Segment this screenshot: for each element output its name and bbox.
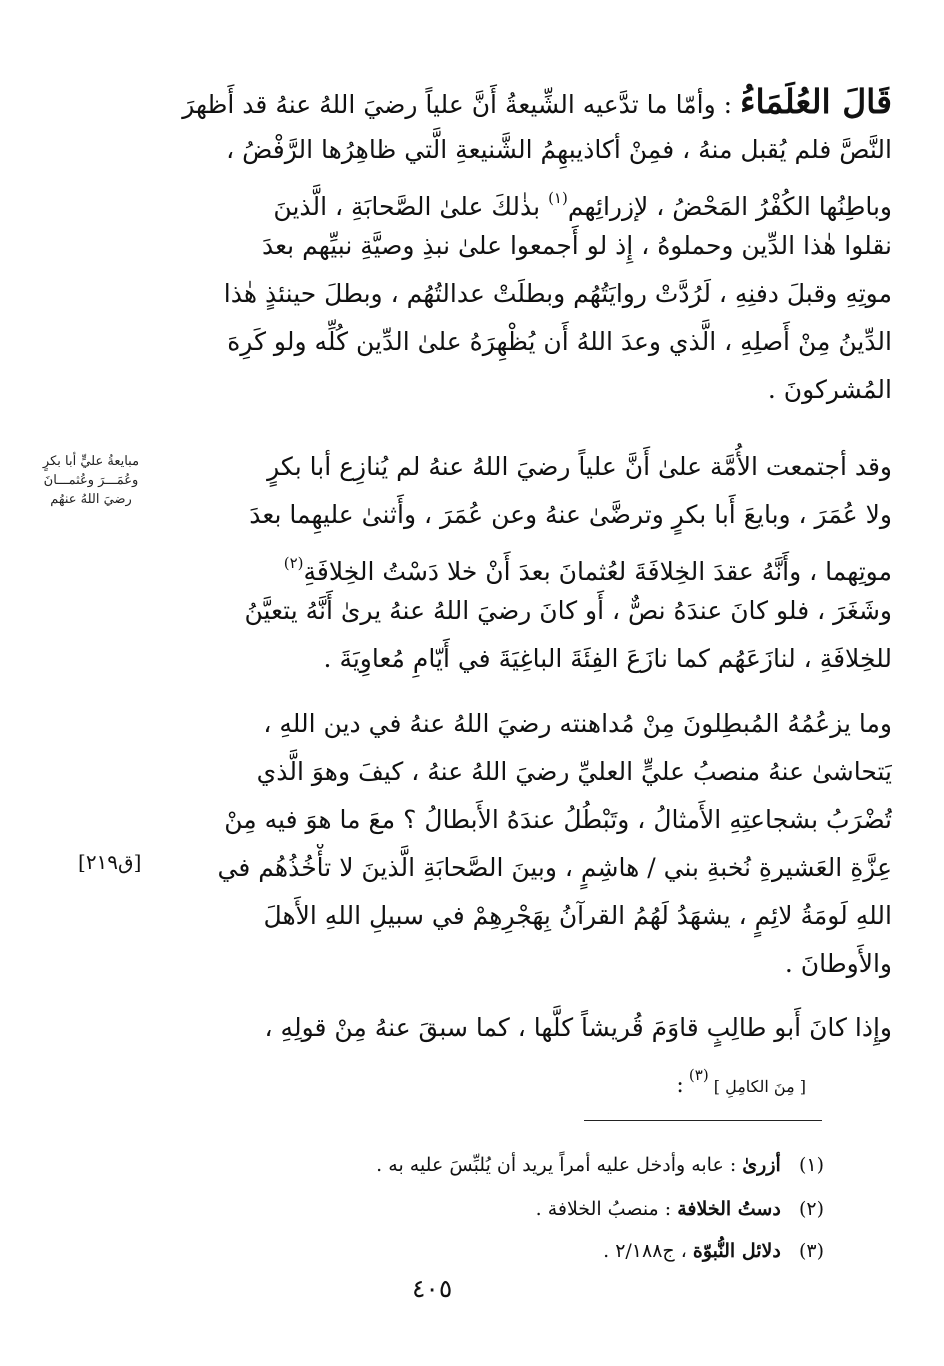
paragraph-3 bbox=[168, 700, 892, 988]
footnote-term: أزرىٰ bbox=[742, 1154, 781, 1176]
text-line: المُشركونَ . bbox=[767, 375, 892, 404]
text-line: للخِلافَةِ ، لنازَعَهُم كما نازَعَ الفِئَةَ الباغِيَةَ في أَيّامِ مُعاوِيَةَ . bbox=[323, 644, 892, 673]
footnote-mark: (٢) bbox=[283, 554, 304, 572]
footnote-term: دستُ الخلافة bbox=[677, 1198, 781, 1220]
section-heading: قَالَ العُلَمَاءُ bbox=[739, 82, 892, 121]
text-line: وشَغَرَ ، فلو كانَ عندَهُ نصٌّ ، أَو كانَ رضيَ اللهُ عنهُ يرىٰ أَنَّهُ يتعيَّنُ bbox=[244, 596, 892, 625]
footnote-mark: (١) bbox=[548, 189, 568, 207]
text-line: نقلوا هٰذا الدِّين وحملوهُ ، إِذ لو أَجمعوا علىٰ نبذِ وصيَّةِ نبيِّهم بعدَ bbox=[261, 231, 892, 260]
text-line: وما يزعُمُهُ المُبطِلونَ مِنْ مُداهنته رضيَ اللهُ عنهُ في دين اللهِ ، bbox=[263, 709, 892, 738]
footnote-3: (٣) دلائل النُّبوّة ، ج٢/١٨٨ . bbox=[603, 1240, 824, 1262]
footnote-2: (٢) دستُ الخلافة : منصبُ الخلافة . bbox=[535, 1198, 824, 1220]
page-number: ٤٠٥ bbox=[412, 1274, 453, 1303]
text-line: عِزَّةِ العَشيرةِ نُخبةِ بني / هاشِمٍ ، وبينَ الصَّحابَةِ الَّذينَ لا تأْخُذُهُم في bbox=[217, 853, 892, 882]
text-line: قَالَ العُلَمَاءُ : وأمّا ما تدَّعيه الشِّيعةُ أَنَّ علياً رضيَ اللهُ عنهُ قد أَظهرَ bbox=[182, 82, 892, 121]
paragraph-1 bbox=[168, 78, 892, 414]
text-line: اللهِ لَومَةُ لائِمٍ ، يشهَدُ لَهُمُ القرآنُ بِهَجْرِهِمْ في سبيلِ اللهِ الأَهلَ bbox=[263, 901, 892, 930]
text-line: وباطِنُها الكُفْرُ المَحْضُ ، لإزرائِهم$^{(١)}$ بذٰلكَ علىٰ الصَّحابَةِ ، الَّذينَ bbox=[273, 189, 892, 221]
verse-meter-label: [ مِنَ الكامِلِ ] (٣) : bbox=[676, 1066, 806, 1098]
text-line: ولا عُمَرَ ، وبايعَ أَبا بكرٍ وترضَّىٰ عنهُ وعن عُمَرَ ، وأَثنىٰ عليهِما بعدَ bbox=[249, 500, 892, 529]
footnote-separator bbox=[584, 1120, 822, 1121]
text-line: يَتحاشىٰ عنهُ منصبُ عليٍّ العليِّ رضيَ اللهُ عنهُ ، كيفَ وهوَ الَّذي bbox=[256, 757, 892, 786]
text-line: وقد أجتمعت الأُمَّة علىٰ أَنَّ علياً رضيَ اللهُ عنهُ لم يُنازِع أبا بكرٍ bbox=[267, 452, 892, 481]
text-line: الدِّينُ مِنْ أَصلِهِ ، الَّذي وعدَ اللهُ أَن يُظْهِرَهُ علىٰ الدِّين كُلِّه ولو كَرِهَ bbox=[227, 327, 892, 356]
footnote-1: (١) أزرىٰ : عابه وأدخل عليه أمراً يريد أن يُلبِّسَ عليه به . bbox=[376, 1154, 824, 1176]
text-line: تُضْرَبُ بشجاعتِهِ الأَمثالُ ، وتَبْطُلُ عندَهُ الأَبطالُ ؟ معَ ما هوَ فيه مِنْ bbox=[224, 805, 892, 834]
text-line: والأَوطانَ . bbox=[784, 949, 892, 978]
paragraph-4 bbox=[168, 1004, 892, 1052]
text-line: موتِهِما ، وأَنَّهُ عقدَ الخِلافَةَ لعُثمانَ بعدَ أَنْ خلا دَسْتُ الخِلافَةِ$^{(٢)}$ bbox=[283, 554, 892, 586]
text-line: النَّصَّ فلم يُقبل منهُ ، فمِنْ أكاذيبهِمُ الشَّنيعةِ الَّتي ظاهِرُها الرَّفْضُ ، bbox=[226, 135, 892, 164]
paragraph-2 bbox=[168, 443, 892, 683]
text-line: وإِذا كانَ أَبو طالِبٍ قاوَمَ قُريشاً كلَّها ، كما سبقَ عنهُ مِنْ قولِهِ ، bbox=[264, 1013, 892, 1042]
footnote-term: دلائل النُّبوّة bbox=[692, 1240, 781, 1262]
margin-note: مبايعةُ عليٍّ أبا بكرٍ وعُمَـــرَ وعُثمـــانَ رضيَ اللهُ عنهُم bbox=[42, 454, 140, 507]
footnote-mark: (٣) bbox=[688, 1066, 709, 1084]
manuscript-folio-marker: [ق٢١٩] bbox=[78, 850, 142, 874]
text-line: موتِهِ وقبلَ دفنِهِ ، لَرُدَّتْ روايَتُهُم وبطلَتْ عدالتُهُم ، وبطلَ حينئذٍ هٰذا bbox=[223, 279, 892, 308]
